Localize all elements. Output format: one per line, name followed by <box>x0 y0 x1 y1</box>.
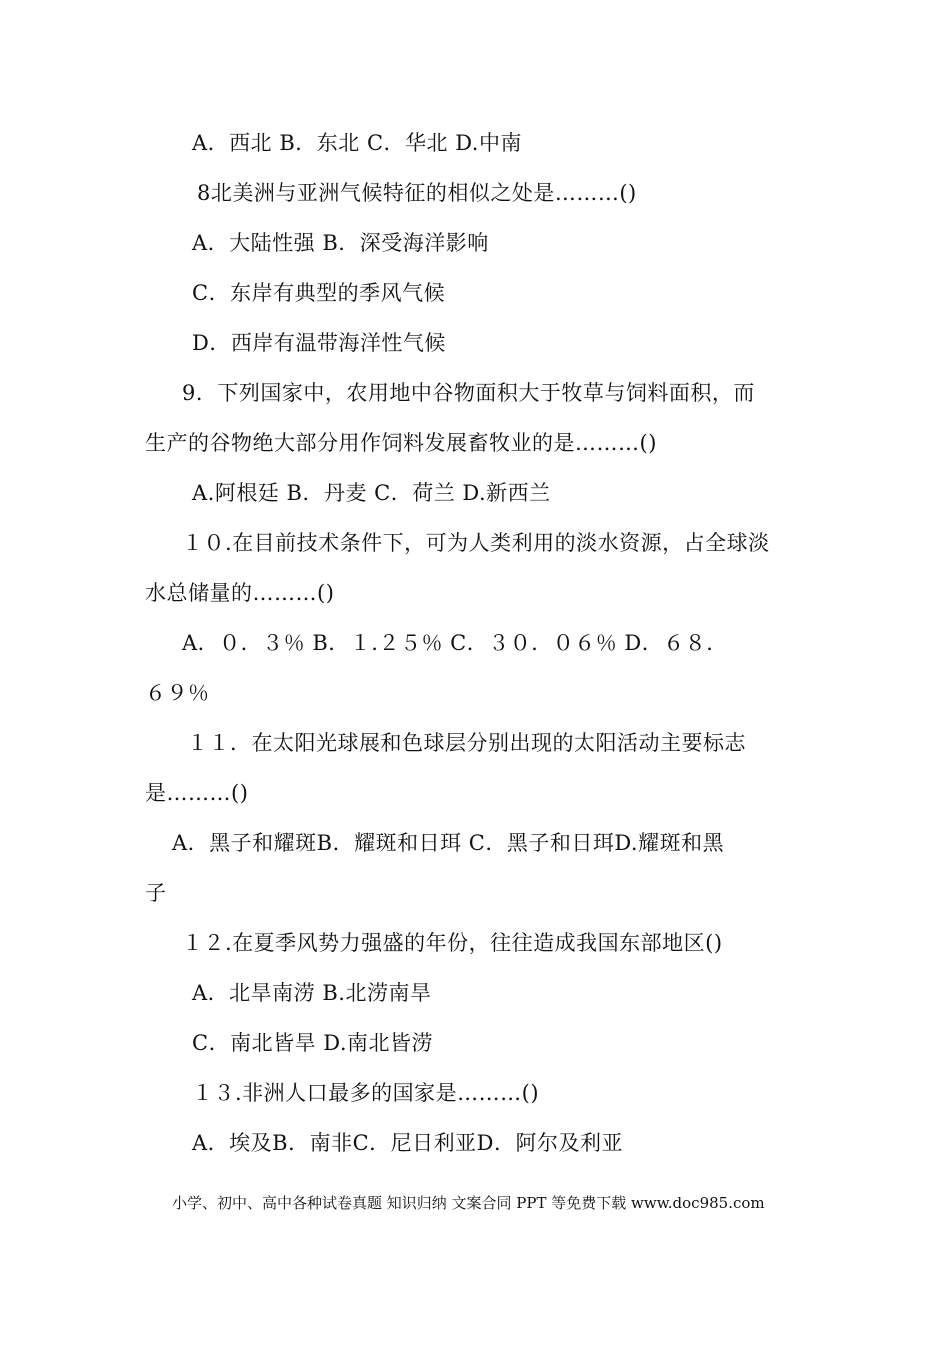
q7-options: A．西北 B．东北 C．华北 D.中南 <box>192 131 522 155</box>
footer-text: 小学、初中、高中各种试卷真题 知识归纳 文案合同 PPT 等免费下载 www.doc985.com <box>172 1194 765 1212</box>
q11-question-line2: 是………() <box>145 781 249 805</box>
q13-question: １３.非洲人口最多的国家是………() <box>192 1081 540 1105</box>
q8-option-d: D．西岸有温带海洋性气候 <box>192 331 446 355</box>
q9-options: A.阿根廷 B．丹麦 C．荷兰 D.新西兰 <box>192 481 551 505</box>
q12-options-cd: C．南北皆旱 D.南北皆涝 <box>192 1031 434 1055</box>
q8-option-c: C．东岸有典型的季风气候 <box>192 281 446 305</box>
q9-question-line1: 9．下列国家中，农用地中谷物面积大于牧草与饲料面积，而 <box>182 381 755 405</box>
q8-question: 8北美洲与亚洲气候特征的相似之处是………() <box>197 181 637 205</box>
q11-options-line2: 子 <box>145 881 167 905</box>
q13-options: A．埃及B．南非C．尼日利亚D．阿尔及利亚 <box>192 1131 624 1155</box>
q9-question-line2: 生产的谷物绝大部分用作饲料发展畜牧业的是………() <box>145 431 657 455</box>
q12-options-ab: A．北旱南涝 B.北涝南旱 <box>192 981 432 1005</box>
q10-question-line1: １０.在目前技术条件下，可为人类利用的淡水资源，占全球淡 <box>182 531 770 555</box>
q12-question: １２.在夏季风势力强盛的年份，往往造成我国东部地区() <box>182 931 723 955</box>
q11-options-line1: A．黑子和耀斑B．耀斑和日珥 C．黑子和日珥D.耀斑和黑 <box>172 831 725 855</box>
q11-question-line1: １１．在太阳光球展和色球层分别出现的太阳活动主要标志 <box>187 731 746 755</box>
q10-options-line2: ６９％ <box>145 681 210 705</box>
q10-question-line2: 水总储量的………() <box>145 581 335 605</box>
q8-options-ab: A．大陆性强 B．深受海洋影响 <box>192 231 489 255</box>
q10-options-line1: A．０．３％ B．１.２５％ C．３０．０６％ D．６８． <box>182 631 728 655</box>
